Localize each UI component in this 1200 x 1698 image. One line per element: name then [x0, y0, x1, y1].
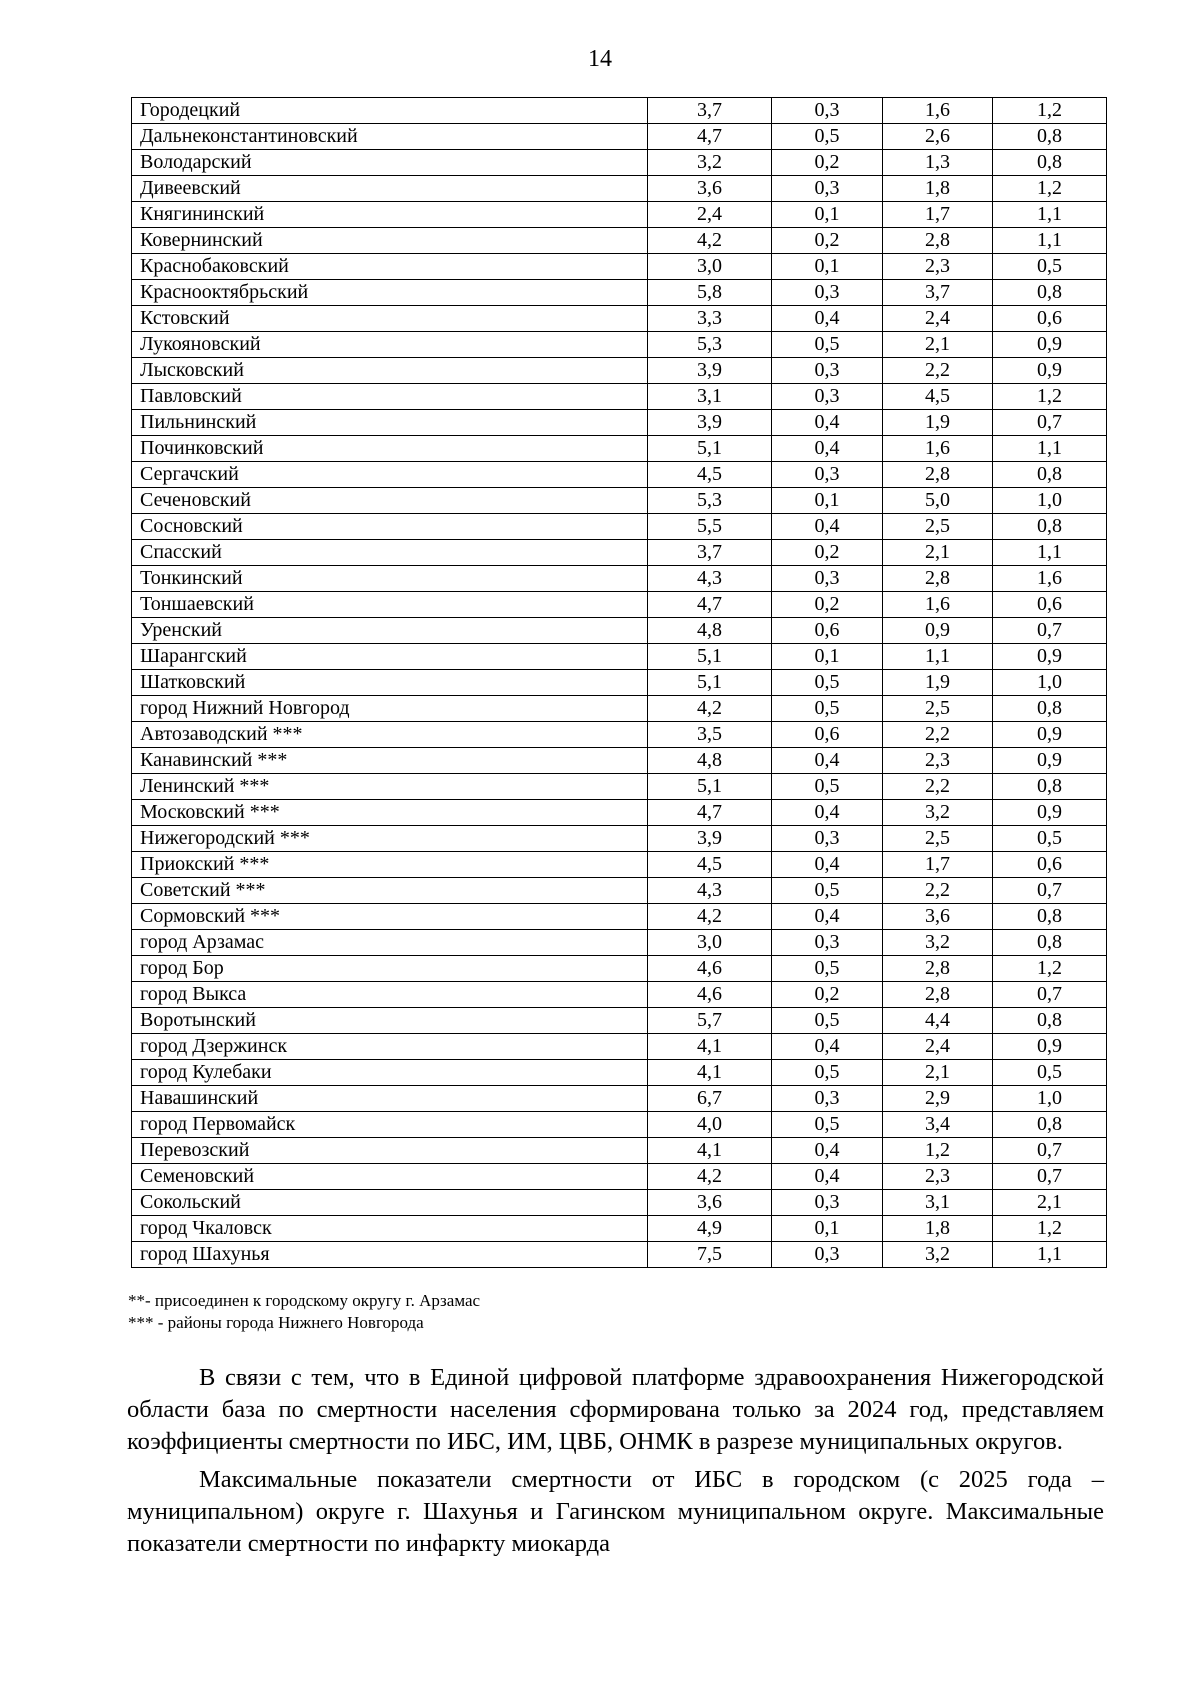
value-cell-v2: 0,4 — [772, 514, 883, 540]
value-cell-v1: 3,6 — [648, 176, 772, 202]
value-cell-v1: 5,8 — [648, 280, 772, 306]
value-cell-v1: 4,7 — [648, 800, 772, 826]
value-cell-v1: 5,1 — [648, 774, 772, 800]
district-name-cell: Володарский — [132, 150, 648, 176]
value-cell-v2: 0,2 — [772, 592, 883, 618]
table-row — [132, 670, 1107, 696]
value-cell-v4: 0,5 — [993, 1060, 1107, 1086]
value-cell-v1: 3,6 — [648, 1190, 772, 1216]
value-cell-v2: 0,2 — [772, 982, 883, 1008]
value-cell-v4: 0,9 — [993, 358, 1107, 384]
value-cell-v2: 0,3 — [772, 462, 883, 488]
value-cell-v2: 0,4 — [772, 748, 883, 774]
table-row — [132, 1190, 1107, 1216]
mortality-table — [131, 97, 1107, 1268]
value-cell-v3: 2,4 — [883, 306, 993, 332]
value-cell-v4: 1,1 — [993, 1242, 1107, 1268]
value-cell-v2: 0,1 — [772, 644, 883, 670]
value-cell-v1: 4,2 — [648, 1164, 772, 1190]
value-cell-v2: 0,3 — [772, 280, 883, 306]
district-name-cell: Сосновский — [132, 514, 648, 540]
value-cell-v1: 3,9 — [648, 826, 772, 852]
value-cell-v3: 1,6 — [883, 98, 993, 124]
value-cell-v3: 2,8 — [883, 566, 993, 592]
value-cell-v2: 0,5 — [772, 332, 883, 358]
table-row — [132, 696, 1107, 722]
value-cell-v4: 0,7 — [993, 1138, 1107, 1164]
table-row — [132, 254, 1107, 280]
district-name-cell: Сормовский *** — [132, 904, 648, 930]
value-cell-v2: 0,3 — [772, 98, 883, 124]
district-name-cell: Навашинский — [132, 1086, 648, 1112]
table-row — [132, 410, 1107, 436]
footnote-nn-districts: *** - районы города Нижнего Новгорода — [128, 1313, 424, 1332]
value-cell-v1: 4,1 — [648, 1138, 772, 1164]
district-name-cell: город Нижний Новгород — [132, 696, 648, 722]
value-cell-v4: 0,6 — [993, 852, 1107, 878]
value-cell-v1: 4,1 — [648, 1060, 772, 1086]
value-cell-v3: 2,3 — [883, 1164, 993, 1190]
table-row — [132, 332, 1107, 358]
value-cell-v3: 1,1 — [883, 644, 993, 670]
table-row — [132, 748, 1107, 774]
value-cell-v2: 0,5 — [772, 124, 883, 150]
value-cell-v2: 0,4 — [772, 410, 883, 436]
district-name-cell: Краснооктябрьский — [132, 280, 648, 306]
table-row — [132, 384, 1107, 410]
table-row — [132, 488, 1107, 514]
value-cell-v1: 3,7 — [648, 540, 772, 566]
value-cell-v4: 0,8 — [993, 514, 1107, 540]
table-row — [132, 722, 1107, 748]
value-cell-v1: 5,1 — [648, 644, 772, 670]
value-cell-v4: 0,6 — [993, 592, 1107, 618]
value-cell-v4: 0,5 — [993, 826, 1107, 852]
value-cell-v2: 0,2 — [772, 228, 883, 254]
value-cell-v1: 4,8 — [648, 748, 772, 774]
value-cell-v1: 3,2 — [648, 150, 772, 176]
district-name-cell: Спасский — [132, 540, 648, 566]
table-row — [132, 878, 1107, 904]
table-row — [132, 462, 1107, 488]
table-row — [132, 540, 1107, 566]
paragraph-2: Максимальные показатели смертности от ИБС в городском (с 2025 года – муниципальном) округе г. Шахунья и Гагинском муниципальном округе. Максимальные показатели смертности по инфаркту миокарда — [127, 1466, 1104, 1557]
table-row — [132, 1060, 1107, 1086]
value-cell-v3: 2,1 — [883, 1060, 993, 1086]
district-name-cell: Перевозский — [132, 1138, 648, 1164]
body-text — [127, 1362, 1104, 1566]
district-name-cell: Тоншаевский — [132, 592, 648, 618]
value-cell-v3: 5,0 — [883, 488, 993, 514]
value-cell-v4: 0,7 — [993, 410, 1107, 436]
value-cell-v3: 3,1 — [883, 1190, 993, 1216]
value-cell-v2: 0,4 — [772, 1138, 883, 1164]
value-cell-v4: 1,1 — [993, 540, 1107, 566]
value-cell-v4: 1,2 — [993, 176, 1107, 202]
value-cell-v3: 2,3 — [883, 254, 993, 280]
district-name-cell: Семеновский — [132, 1164, 648, 1190]
table-row — [132, 1242, 1107, 1268]
value-cell-v1: 4,0 — [648, 1112, 772, 1138]
table-row — [132, 1008, 1107, 1034]
value-cell-v1: 4,5 — [648, 852, 772, 878]
value-cell-v3: 2,8 — [883, 956, 993, 982]
value-cell-v3: 3,7 — [883, 280, 993, 306]
value-cell-v1: 3,9 — [648, 358, 772, 384]
table-row — [132, 1164, 1107, 1190]
value-cell-v4: 1,1 — [993, 228, 1107, 254]
value-cell-v2: 0,3 — [772, 930, 883, 956]
table-row — [132, 228, 1107, 254]
value-cell-v3: 2,2 — [883, 878, 993, 904]
value-cell-v4: 0,5 — [993, 254, 1107, 280]
value-cell-v1: 4,2 — [648, 696, 772, 722]
value-cell-v2: 0,5 — [772, 956, 883, 982]
value-cell-v2: 0,1 — [772, 1216, 883, 1242]
value-cell-v3: 1,3 — [883, 150, 993, 176]
value-cell-v4: 0,7 — [993, 1164, 1107, 1190]
value-cell-v1: 3,3 — [648, 306, 772, 332]
value-cell-v1: 4,7 — [648, 592, 772, 618]
district-name-cell: Починковский — [132, 436, 648, 462]
table-row — [132, 982, 1107, 1008]
value-cell-v3: 1,8 — [883, 176, 993, 202]
value-cell-v2: 0,4 — [772, 800, 883, 826]
page-number: 14 — [588, 46, 612, 72]
value-cell-v4: 1,2 — [993, 956, 1107, 982]
value-cell-v2: 0,3 — [772, 176, 883, 202]
value-cell-v3: 1,8 — [883, 1216, 993, 1242]
district-name-cell: Приокский *** — [132, 852, 648, 878]
value-cell-v3: 2,2 — [883, 358, 993, 384]
table-row — [132, 280, 1107, 306]
district-name-cell: Краснобаковский — [132, 254, 648, 280]
value-cell-v2: 0,3 — [772, 1190, 883, 1216]
value-cell-v3: 3,2 — [883, 930, 993, 956]
district-name-cell: Уренский — [132, 618, 648, 644]
value-cell-v3: 3,2 — [883, 1242, 993, 1268]
value-cell-v4: 0,8 — [993, 1008, 1107, 1034]
table-row — [132, 1034, 1107, 1060]
table-row — [132, 644, 1107, 670]
table-row — [132, 956, 1107, 982]
district-name-cell: Ленинский *** — [132, 774, 648, 800]
value-cell-v2: 0,6 — [772, 618, 883, 644]
value-cell-v1: 2,4 — [648, 202, 772, 228]
table-row — [132, 202, 1107, 228]
value-cell-v4: 1,1 — [993, 436, 1107, 462]
district-name-cell: Ковернинский — [132, 228, 648, 254]
value-cell-v3: 2,5 — [883, 696, 993, 722]
district-name-cell: Городецкий — [132, 98, 648, 124]
district-name-cell: город Первомайск — [132, 1112, 648, 1138]
district-name-cell: Дивеевский — [132, 176, 648, 202]
value-cell-v4: 0,8 — [993, 1112, 1107, 1138]
district-name-cell: Лысковский — [132, 358, 648, 384]
table-row — [132, 566, 1107, 592]
value-cell-v2: 0,4 — [772, 1034, 883, 1060]
table-row — [132, 800, 1107, 826]
value-cell-v1: 3,9 — [648, 410, 772, 436]
district-name-cell: Тонкинский — [132, 566, 648, 592]
value-cell-v1: 5,7 — [648, 1008, 772, 1034]
table-row — [132, 358, 1107, 384]
value-cell-v2: 0,1 — [772, 488, 883, 514]
value-cell-v3: 2,8 — [883, 228, 993, 254]
value-cell-v2: 0,5 — [772, 1060, 883, 1086]
table-row — [132, 904, 1107, 930]
value-cell-v1: 5,1 — [648, 436, 772, 462]
value-cell-v4: 0,8 — [993, 904, 1107, 930]
district-name-cell: Кстовский — [132, 306, 648, 332]
value-cell-v2: 0,2 — [772, 150, 883, 176]
value-cell-v1: 3,1 — [648, 384, 772, 410]
value-cell-v1: 4,3 — [648, 878, 772, 904]
value-cell-v2: 0,6 — [772, 722, 883, 748]
table-row — [132, 306, 1107, 332]
value-cell-v3: 0,9 — [883, 618, 993, 644]
value-cell-v4: 0,9 — [993, 332, 1107, 358]
value-cell-v4: 0,7 — [993, 618, 1107, 644]
value-cell-v2: 0,2 — [772, 540, 883, 566]
value-cell-v2: 0,4 — [772, 852, 883, 878]
value-cell-v4: 0,8 — [993, 774, 1107, 800]
value-cell-v3: 2,2 — [883, 774, 993, 800]
value-cell-v3: 1,9 — [883, 410, 993, 436]
value-cell-v1: 4,5 — [648, 462, 772, 488]
table-row — [132, 436, 1107, 462]
value-cell-v1: 4,8 — [648, 618, 772, 644]
value-cell-v3: 2,4 — [883, 1034, 993, 1060]
district-name-cell: Московский *** — [132, 800, 648, 826]
value-cell-v2: 0,5 — [772, 670, 883, 696]
value-cell-v4: 0,8 — [993, 462, 1107, 488]
footnote-arzamas: **- присоединен к городскому округу г. Арзамас — [128, 1291, 481, 1310]
district-name-cell: Советский *** — [132, 878, 648, 904]
value-cell-v1: 4,2 — [648, 228, 772, 254]
value-cell-v2: 0,1 — [772, 202, 883, 228]
table-row — [132, 592, 1107, 618]
value-cell-v4: 0,9 — [993, 644, 1107, 670]
value-cell-v2: 0,4 — [772, 306, 883, 332]
value-cell-v3: 3,2 — [883, 800, 993, 826]
value-cell-v4: 1,0 — [993, 1086, 1107, 1112]
value-cell-v2: 0,3 — [772, 358, 883, 384]
value-cell-v3: 4,5 — [883, 384, 993, 410]
value-cell-v1: 4,7 — [648, 124, 772, 150]
value-cell-v2: 0,1 — [772, 254, 883, 280]
district-name-cell: город Арзамас — [132, 930, 648, 956]
value-cell-v1: 4,1 — [648, 1034, 772, 1060]
value-cell-v4: 0,8 — [993, 696, 1107, 722]
district-name-cell: Нижегородский *** — [132, 826, 648, 852]
table-row — [132, 618, 1107, 644]
value-cell-v4: 0,9 — [993, 1034, 1107, 1060]
value-cell-v1: 5,3 — [648, 488, 772, 514]
value-cell-v1: 5,5 — [648, 514, 772, 540]
district-name-cell: Пильнинский — [132, 410, 648, 436]
value-cell-v2: 0,5 — [772, 774, 883, 800]
value-cell-v3: 4,4 — [883, 1008, 993, 1034]
table-row — [132, 1216, 1107, 1242]
district-name-cell: Воротынский — [132, 1008, 648, 1034]
value-cell-v1: 4,6 — [648, 956, 772, 982]
value-cell-v4: 0,6 — [993, 306, 1107, 332]
value-cell-v1: 3,0 — [648, 254, 772, 280]
value-cell-v1: 3,7 — [648, 98, 772, 124]
value-cell-v4: 1,2 — [993, 384, 1107, 410]
value-cell-v2: 0,4 — [772, 436, 883, 462]
value-cell-v2: 0,3 — [772, 566, 883, 592]
value-cell-v1: 5,1 — [648, 670, 772, 696]
value-cell-v1: 4,9 — [648, 1216, 772, 1242]
value-cell-v3: 2,8 — [883, 462, 993, 488]
value-cell-v3: 1,7 — [883, 852, 993, 878]
value-cell-v3: 1,6 — [883, 436, 993, 462]
district-name-cell: Княгининский — [132, 202, 648, 228]
value-cell-v3: 2,1 — [883, 332, 993, 358]
value-cell-v3: 2,5 — [883, 826, 993, 852]
table-row — [132, 176, 1107, 202]
value-cell-v3: 2,8 — [883, 982, 993, 1008]
value-cell-v2: 0,3 — [772, 1242, 883, 1268]
value-cell-v1: 3,5 — [648, 722, 772, 748]
value-cell-v4: 1,1 — [993, 202, 1107, 228]
table-body — [132, 98, 1107, 1268]
paragraph-1: В связи с тем, что в Единой цифровой платформе здравоохранения Нижегородской области база по смертности населения сформирована только за 2024 год, представляем коэффициенты смертности по ИБС, ИМ, ЦВБ, ОНМК в разрезе муниципальных округов. — [127, 1364, 1104, 1455]
district-name-cell: Дальнеконстантиновский — [132, 124, 648, 150]
district-name-cell: Сокольский — [132, 1190, 648, 1216]
value-cell-v2: 0,3 — [772, 384, 883, 410]
table-row — [132, 826, 1107, 852]
value-cell-v2: 0,4 — [772, 1164, 883, 1190]
table-row — [132, 852, 1107, 878]
table-row — [132, 150, 1107, 176]
district-name-cell: Лукояновский — [132, 332, 648, 358]
value-cell-v1: 4,3 — [648, 566, 772, 592]
value-cell-v4: 0,8 — [993, 124, 1107, 150]
table-row — [132, 514, 1107, 540]
value-cell-v1: 4,6 — [648, 982, 772, 1008]
value-cell-v4: 1,6 — [993, 566, 1107, 592]
value-cell-v4: 0,8 — [993, 150, 1107, 176]
value-cell-v1: 4,2 — [648, 904, 772, 930]
value-cell-v4: 0,7 — [993, 982, 1107, 1008]
value-cell-v4: 0,9 — [993, 722, 1107, 748]
district-name-cell: город Дзержинск — [132, 1034, 648, 1060]
value-cell-v3: 2,5 — [883, 514, 993, 540]
district-name-cell: Сеченовский — [132, 488, 648, 514]
value-cell-v3: 2,2 — [883, 722, 993, 748]
value-cell-v1: 5,3 — [648, 332, 772, 358]
table-row — [132, 774, 1107, 800]
district-name-cell: город Шахунья — [132, 1242, 648, 1268]
value-cell-v2: 0,5 — [772, 878, 883, 904]
value-cell-v3: 3,6 — [883, 904, 993, 930]
district-name-cell: Шатковский — [132, 670, 648, 696]
value-cell-v2: 0,5 — [772, 1008, 883, 1034]
value-cell-v3: 1,9 — [883, 670, 993, 696]
district-name-cell: Автозаводский *** — [132, 722, 648, 748]
value-cell-v3: 1,6 — [883, 592, 993, 618]
value-cell-v3: 2,3 — [883, 748, 993, 774]
value-cell-v4: 1,0 — [993, 670, 1107, 696]
table-row — [132, 930, 1107, 956]
value-cell-v4: 0,9 — [993, 748, 1107, 774]
value-cell-v2: 0,5 — [772, 1112, 883, 1138]
value-cell-v3: 2,6 — [883, 124, 993, 150]
value-cell-v2: 0,3 — [772, 826, 883, 852]
district-name-cell: Шарангский — [132, 644, 648, 670]
value-cell-v4: 1,2 — [993, 1216, 1107, 1242]
value-cell-v2: 0,5 — [772, 696, 883, 722]
value-cell-v3: 1,7 — [883, 202, 993, 228]
value-cell-v4: 0,9 — [993, 800, 1107, 826]
district-name-cell: Сергачский — [132, 462, 648, 488]
value-cell-v2: 0,3 — [772, 1086, 883, 1112]
district-name-cell: город Бор — [132, 956, 648, 982]
value-cell-v2: 0,4 — [772, 904, 883, 930]
district-name-cell: город Чкаловск — [132, 1216, 648, 1242]
district-name-cell: город Кулебаки — [132, 1060, 648, 1086]
district-name-cell: Канавинский *** — [132, 748, 648, 774]
table-row — [132, 1112, 1107, 1138]
table-row — [132, 98, 1107, 124]
value-cell-v1: 7,5 — [648, 1242, 772, 1268]
value-cell-v4: 0,8 — [993, 280, 1107, 306]
value-cell-v4: 0,7 — [993, 878, 1107, 904]
value-cell-v3: 2,9 — [883, 1086, 993, 1112]
value-cell-v4: 1,0 — [993, 488, 1107, 514]
footnotes — [128, 1290, 480, 1334]
value-cell-v4: 1,2 — [993, 98, 1107, 124]
value-cell-v4: 0,8 — [993, 930, 1107, 956]
value-cell-v1: 3,0 — [648, 930, 772, 956]
value-cell-v3: 3,4 — [883, 1112, 993, 1138]
value-cell-v3: 1,2 — [883, 1138, 993, 1164]
value-cell-v3: 2,1 — [883, 540, 993, 566]
value-cell-v1: 6,7 — [648, 1086, 772, 1112]
district-name-cell: город Выкса — [132, 982, 648, 1008]
district-name-cell: Павловский — [132, 384, 648, 410]
table-row — [132, 124, 1107, 150]
value-cell-v4: 2,1 — [993, 1190, 1107, 1216]
table-row — [132, 1138, 1107, 1164]
table-row — [132, 1086, 1107, 1112]
